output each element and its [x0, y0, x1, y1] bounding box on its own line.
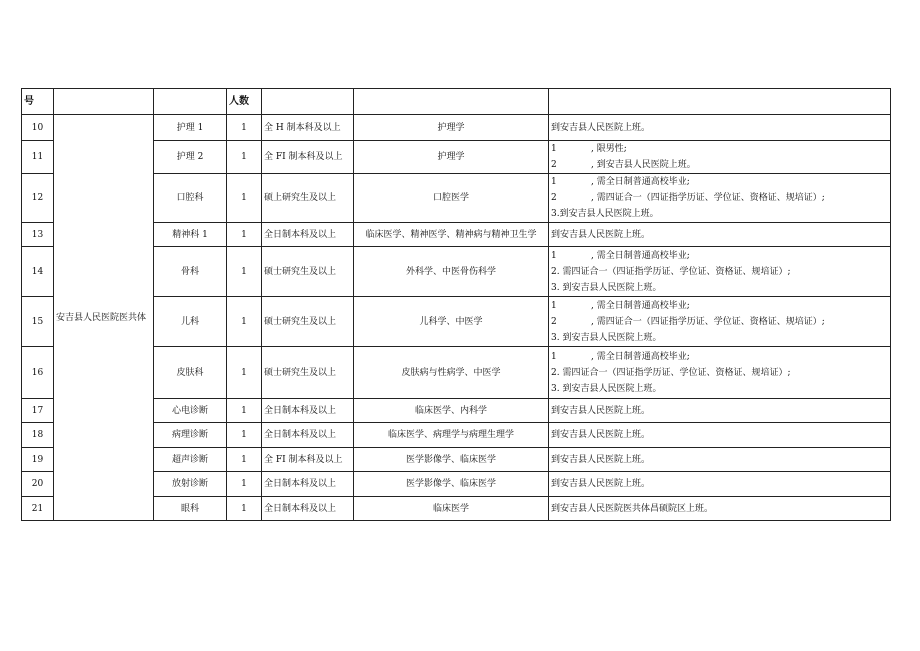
unit-name: 安吉县人民医院医共体: [54, 115, 154, 521]
requirement-text: , 限男性;: [591, 144, 627, 154]
headcount: 1: [227, 347, 262, 399]
other-requirements: [549, 223, 891, 247]
requirement-line: 2. 需四证合一（四证指学历证、学位证、资格证、规培证）;: [551, 266, 791, 277]
header-blank-position: [154, 89, 227, 115]
major-requirement: 临床医学、病理学与病理生理学: [354, 423, 549, 448]
table-row: [22, 115, 891, 141]
education-requirement: 硕士研究生及以上: [262, 347, 354, 399]
headcount: 1: [227, 247, 262, 297]
requirement-line: 3. 到安吉县人民医院上班。: [551, 282, 662, 293]
headcount: 1: [227, 174, 262, 223]
row-number: 15: [22, 297, 54, 347]
position-name: 皮肤科: [154, 347, 227, 399]
row-number: 11: [22, 141, 54, 174]
requirement-number: 2: [551, 316, 557, 327]
requirement-number: 1: [551, 177, 557, 187]
major-requirement: 护理学: [354, 141, 549, 174]
headcount: 1: [227, 297, 262, 347]
requirement-number: 1: [551, 300, 557, 311]
requirement-line: [551, 174, 888, 190]
major-requirement: 临床医学: [354, 497, 549, 521]
requirement-line: 到安吉县人民医院医共体昌硕院区上班。: [551, 503, 714, 514]
requirement-number: 1: [551, 144, 557, 154]
requirement-text: , 需四证合一（四证指学历证、学位证、资格证、规培证）;: [591, 193, 825, 203]
requirement-number: 2: [551, 193, 557, 203]
major-requirement: 口腔医学: [354, 174, 549, 223]
other-requirements: [549, 399, 891, 423]
requirement-line: [551, 314, 888, 330]
position-name: 放射诊断: [154, 472, 227, 497]
education-requirement: 全日制本科及以上: [262, 423, 354, 448]
major-requirement: 临床医学、精神医学、精神病与精神卫生学: [354, 223, 549, 247]
requirement-number: 1: [551, 351, 557, 362]
requirement-text: , 需全日制普通高校毕业;: [591, 300, 690, 311]
position-name: 骨科: [154, 247, 227, 297]
position-name: 口腔科: [154, 174, 227, 223]
education-requirement: 全日制本科及以上: [262, 497, 354, 521]
requirement-line: 3.到安吉县人民医院上班。: [551, 209, 659, 219]
major-requirement: 医学影像学、临床医学: [354, 472, 549, 497]
header-blank-education: [262, 89, 354, 115]
headcount: 1: [227, 497, 262, 521]
major-requirement: 临床医学、内科学: [354, 399, 549, 423]
other-requirements: [549, 347, 891, 399]
other-requirements: [549, 115, 891, 141]
row-number: 21: [22, 497, 54, 521]
headcount: 1: [227, 448, 262, 472]
position-name: 护理 1: [154, 115, 227, 141]
requirement-line: 3. 到安吉县人民医院上班。: [551, 383, 662, 394]
major-requirement: 医学影像学、临床医学: [354, 448, 549, 472]
row-number: 14: [22, 247, 54, 297]
header-blank-requirement: [549, 89, 891, 115]
major-requirement: 外科学、中医骨伤科学: [354, 247, 549, 297]
other-requirements: [549, 174, 891, 223]
requirement-text: , 需全日制普通高校毕业;: [591, 177, 690, 187]
education-requirement: 全 FI 制本科及以上: [262, 448, 354, 472]
header-blank-unit: [54, 89, 154, 115]
row-number: 20: [22, 472, 54, 497]
requirement-number: 2: [551, 160, 557, 170]
header-no: 号: [22, 89, 54, 115]
position-name: 病理诊断: [154, 423, 227, 448]
education-requirement: 硕士研究生及以上: [262, 297, 354, 347]
headcount: 1: [227, 399, 262, 423]
education-requirement: 硕士研究生及以上: [262, 247, 354, 297]
row-number: 17: [22, 399, 54, 423]
recruitment-table: [21, 88, 891, 521]
requirement-line: 到安吉县人民医院上班。: [551, 122, 651, 133]
requirement-line: 到安吉县人民医院上班。: [551, 430, 651, 440]
position-name: 超声诊断: [154, 448, 227, 472]
requirement-line: [551, 141, 888, 157]
requirement-line: 到安吉县人民医院上班。: [551, 454, 651, 465]
row-number: 16: [22, 347, 54, 399]
position-name: 心电诊断: [154, 399, 227, 423]
education-requirement: 全日制本科及以上: [262, 399, 354, 423]
requirement-line: 到安吉县人民医院上班。: [551, 479, 651, 489]
other-requirements: [549, 472, 891, 497]
other-requirements: [549, 247, 891, 297]
other-requirements: [549, 497, 891, 521]
requirement-text: , 到安吉县人民医院上班。: [591, 160, 696, 170]
requirement-line: 到安吉县人民医院上班。: [551, 405, 651, 416]
major-requirement: 儿科学、中医学: [354, 297, 549, 347]
header-count: 人数: [227, 89, 262, 115]
requirement-line: [551, 157, 888, 173]
row-number: 13: [22, 223, 54, 247]
requirement-line: 3. 到安吉县人民医院上班。: [551, 332, 662, 343]
position-name: 护理 2: [154, 141, 227, 174]
requirement-line: [551, 349, 888, 365]
requirement-text: , 需全日制普通高校毕业;: [591, 351, 690, 362]
other-requirements: [549, 141, 891, 174]
requirement-line: [551, 190, 888, 206]
major-requirement: 护理学: [354, 115, 549, 141]
education-requirement: 硕上研究生及以上: [262, 174, 354, 223]
education-requirement: 全 FI 制本科及以上: [262, 141, 354, 174]
requirement-line: [551, 298, 888, 314]
header-row: [22, 89, 891, 115]
other-requirements: [549, 448, 891, 472]
requirement-text: , 需全日制普通高校毕业;: [591, 250, 690, 261]
headcount: 1: [227, 141, 262, 174]
row-number: 18: [22, 423, 54, 448]
headcount: 1: [227, 223, 262, 247]
requirement-text: , 需四证合一（四证指学历证、学位证、资格证、规培证）;: [591, 316, 825, 327]
row-number: 19: [22, 448, 54, 472]
requirement-number: 1: [551, 250, 557, 261]
other-requirements: [549, 423, 891, 448]
other-requirements: [549, 297, 891, 347]
headcount: 1: [227, 472, 262, 497]
requirement-line: 2. 需四证合一（四证指学历证、学位证、资格证、规培证）;: [551, 367, 791, 378]
position-name: 儿科: [154, 297, 227, 347]
major-requirement: 皮肤病与性病学、中医学: [354, 347, 549, 399]
header-blank-major: [354, 89, 549, 115]
position-name: 精神科 1: [154, 223, 227, 247]
headcount: 1: [227, 423, 262, 448]
row-number: 10: [22, 115, 54, 141]
education-requirement: 全日制本科及以上: [262, 223, 354, 247]
headcount: 1: [227, 115, 262, 141]
position-name: 眼科: [154, 497, 227, 521]
requirement-line: [551, 248, 888, 264]
education-requirement: 全日制本科及以上: [262, 472, 354, 497]
row-number: 12: [22, 174, 54, 223]
requirement-line: 到安吉县人民医院上班。: [551, 229, 651, 240]
education-requirement: 全 H 制本科及以上: [262, 115, 354, 141]
